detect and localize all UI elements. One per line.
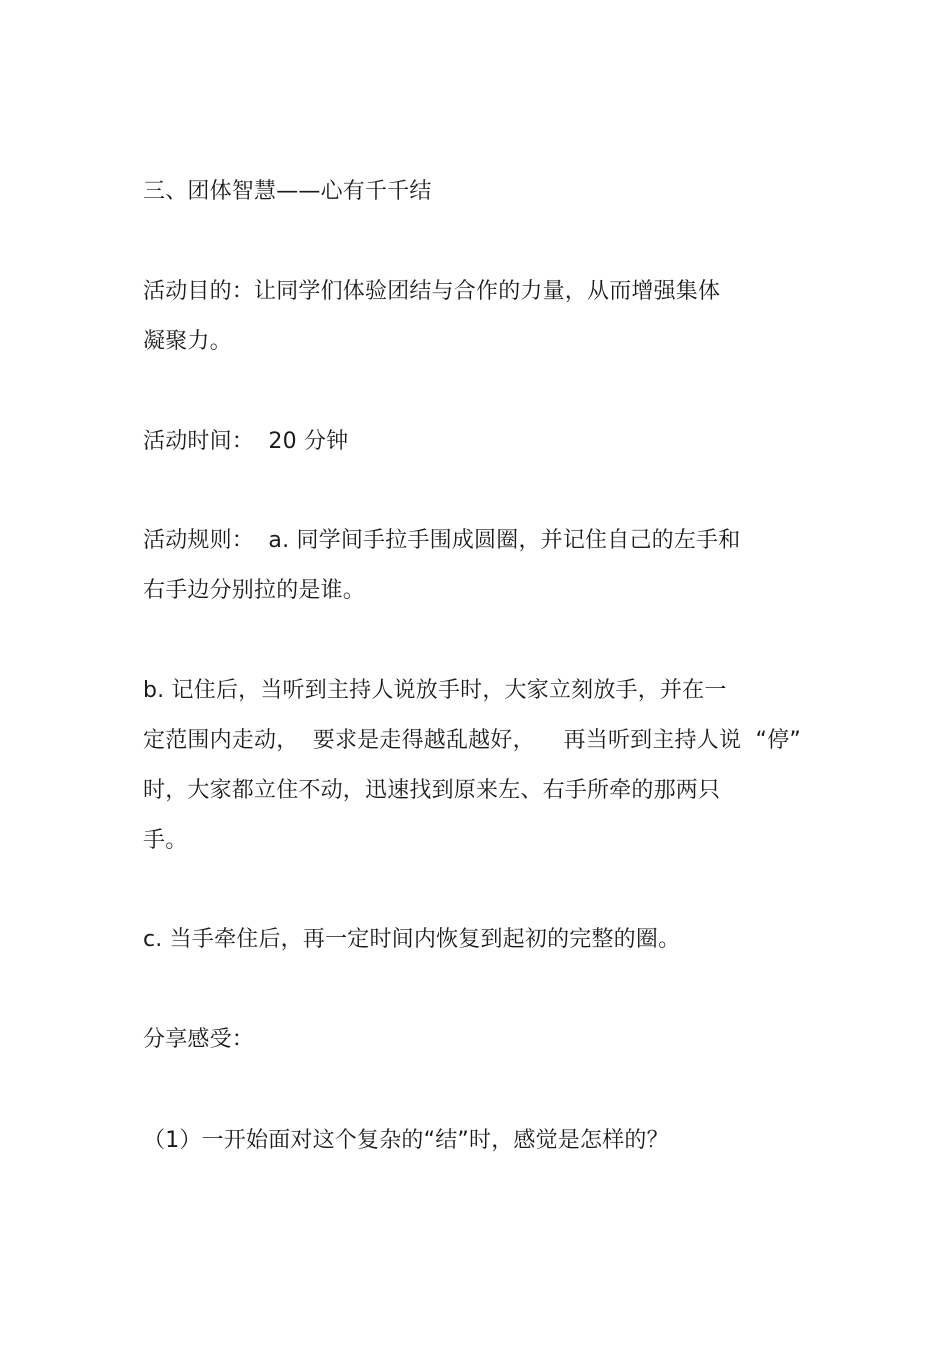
share-heading: 分享感受： <box>143 1027 255 1052</box>
rule-b-line-2: 定范围内走动， 要求是走得越乱越好， 再当听到主持人说 “停” <box>143 728 801 753</box>
purpose-line-2: 凝聚力。 <box>143 329 232 354</box>
rule-a-line-1: 活动规则： a. 同学间手拉手围成圆圈，并记住自己的左手和 <box>143 528 741 553</box>
rule-b-line-1: b. 记住后，当听到主持人说放手时，大家立刻放手，并在一 <box>143 678 727 703</box>
purpose-line-1: 活动目的：让同学们体验团结与合作的力量，从而增强集体 <box>143 279 721 304</box>
rule-c-line-1: c. 当手牵住后，再一定时间内恢复到起初的完整的圈。 <box>143 927 681 952</box>
section-heading: 三、团体智慧——心有千千结 <box>143 179 432 204</box>
rule-b-line-3: 时，大家都立住不动，迅速找到原来左、右手所牵的那两只 <box>143 778 721 803</box>
rule-a-line-2: 右手边分别拉的是谁。 <box>143 578 366 603</box>
activity-time: 活动时间： 20 分钟 <box>143 429 349 454</box>
question-1: （1）一开始面对这个复杂的“结”时，感觉是怎样的？ <box>143 1128 669 1153</box>
rule-b-line-4: 手。 <box>143 828 188 853</box>
